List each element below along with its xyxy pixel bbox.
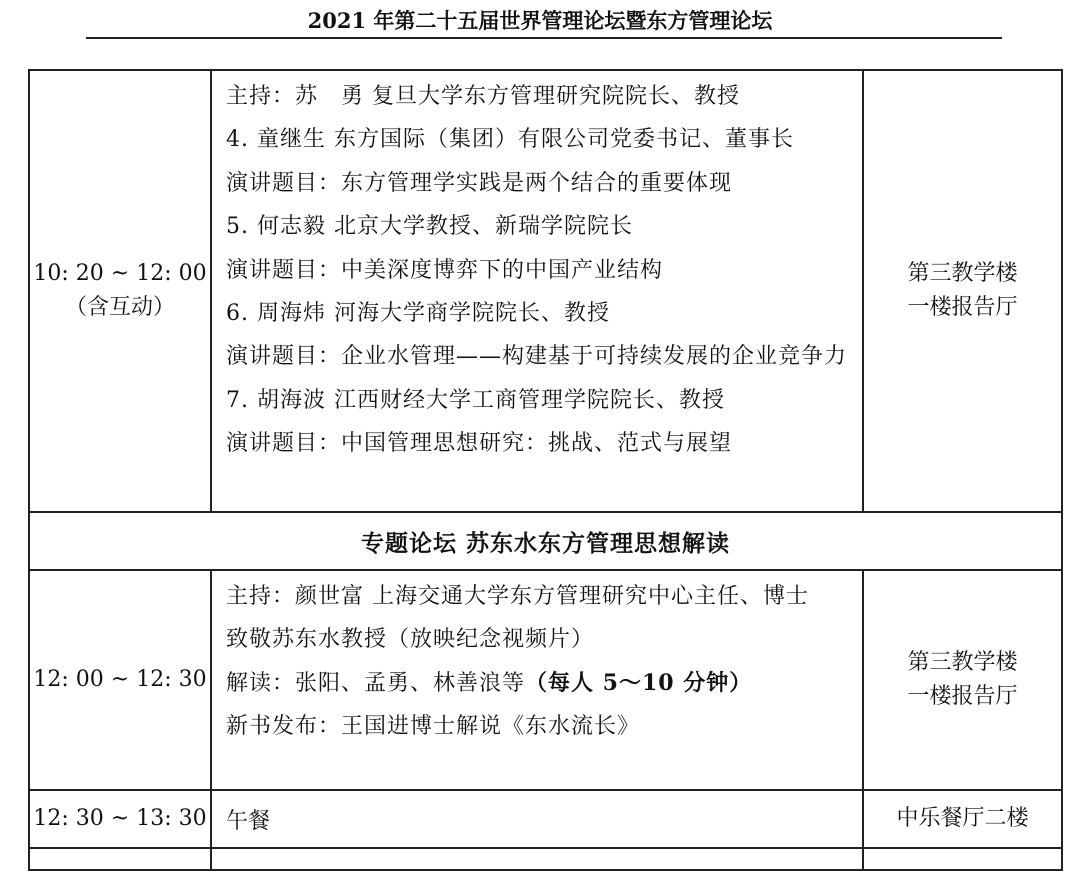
content-cell — [211, 70, 863, 512]
venue-building: 第三教学楼 — [907, 261, 1018, 286]
table-row — [29, 570, 1062, 790]
content-cell — [211, 570, 863, 790]
speaker-line: 4. 童继生 东方国际（集团）有限公司党委书记、董事长 — [226, 127, 794, 153]
time-cell: 12: 00 ~ 12: 30 — [29, 570, 211, 790]
speaker-line: 5. 何志毅 北京大学教授、新瑞学院院长 — [226, 214, 633, 240]
speaker-line: 6. 周海炜 河海大学商学院院长、教授 — [226, 301, 610, 327]
topic-line: 演讲题目：企业水管理——构建基于可持续发展的企业竞争力 — [226, 344, 848, 370]
time-cell: 12: 30 ~ 13: 30 — [29, 790, 211, 848]
interpreters: 解读：张阳、孟勇、林善浪等 — [226, 670, 526, 696]
time-range: 10: 20 ~ 12: 00 — [33, 261, 207, 286]
empty-cell — [29, 848, 211, 870]
activity-cell: 午餐 — [211, 790, 863, 848]
section-heading: 专题论坛 苏东水东方管理思想解读 — [29, 512, 1062, 570]
table-row — [29, 70, 1062, 512]
topic-line: 演讲题目：中美深度博弈下的中国产业结构 — [226, 257, 664, 283]
time-note: （含互动） — [64, 295, 175, 320]
table-row — [29, 512, 1062, 570]
table-row — [29, 848, 1062, 870]
interpretation-line — [226, 662, 852, 705]
venue-cell: 中乐餐厅二楼 — [863, 790, 1062, 848]
venue-hall: 一楼报告厅 — [907, 295, 1018, 320]
host-line: 主持：颜世富 上海交通大学东方管理研究中心主任、博士 — [226, 584, 809, 609]
time-limit-note: （每人 5～10 分钟） — [525, 669, 753, 696]
venue-building: 第三教学楼 — [907, 650, 1018, 675]
book-launch-line: 新书发布：王国进博士解说《东水流长》 — [226, 714, 641, 740]
venue-cell — [863, 570, 1062, 790]
page-title: 2021 年第二十五届世界管理论坛暨东方管理论坛 — [307, 8, 773, 33]
tribute-line: 致敬苏东水教授（放映纪念视频片） — [226, 627, 595, 653]
empty-cell — [863, 848, 1062, 870]
speaker-line: 7. 胡海波 江西财经大学工商管理学院院长、教授 — [226, 387, 725, 413]
host-line: 主持：苏 勇 复旦大学东方管理研究院院长、教授 — [226, 84, 740, 109]
empty-cell — [211, 848, 863, 870]
schedule-table — [28, 69, 1063, 871]
time-cell — [29, 70, 211, 512]
topic-line: 演讲题目：中国管理思想研究：挑战、范式与展望 — [226, 431, 733, 457]
table-row — [29, 790, 1062, 848]
venue-cell — [863, 70, 1062, 512]
topic-line: 演讲题目：东方管理学实践是两个结合的重要体现 — [226, 170, 733, 196]
title-rule — [86, 37, 1002, 39]
venue-hall: 一楼报告厅 — [907, 684, 1018, 709]
